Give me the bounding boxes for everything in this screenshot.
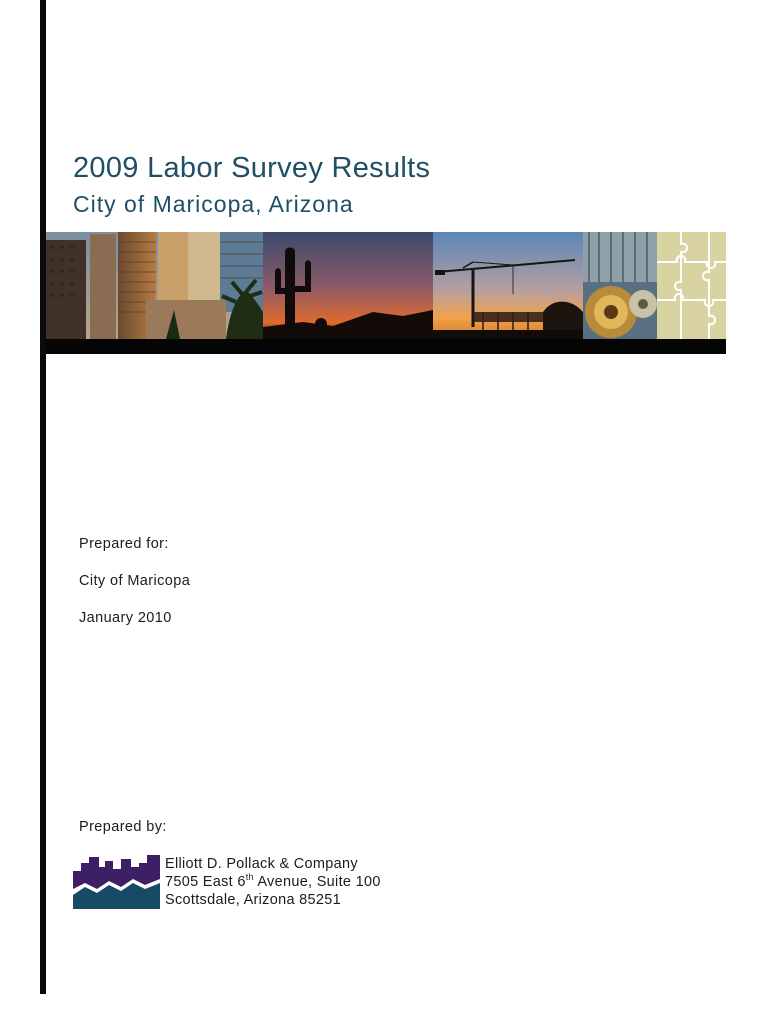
street-address: 7505 East 6th Avenue, Suite 100 — [165, 872, 381, 890]
report-title: 2009 Labor Survey Results — [73, 152, 431, 184]
city-buildings-photo — [46, 232, 263, 339]
company-logo — [73, 855, 160, 909]
puzzle-pieces-photo — [657, 232, 726, 339]
saguaro-sunset-photo — [263, 232, 433, 339]
gears-machinery-photo — [583, 232, 657, 339]
report-subtitle: City of Maricopa, Arizona — [73, 191, 354, 217]
construction-crane-photo — [433, 232, 583, 339]
company-address-block — [165, 855, 381, 909]
company-name: Elliott D. Pollack & Company — [165, 856, 358, 872]
prepared-by-label: Prepared by: — [79, 819, 167, 835]
photo-banner — [46, 232, 726, 354]
left-vertical-rule — [40, 0, 46, 994]
prepared-for-label: Prepared for: — [79, 536, 169, 552]
city-state-zip: Scottsdale, Arizona 85251 — [165, 892, 341, 908]
report-date: January 2010 — [79, 610, 172, 626]
client-name: City of Maricopa — [79, 573, 191, 589]
